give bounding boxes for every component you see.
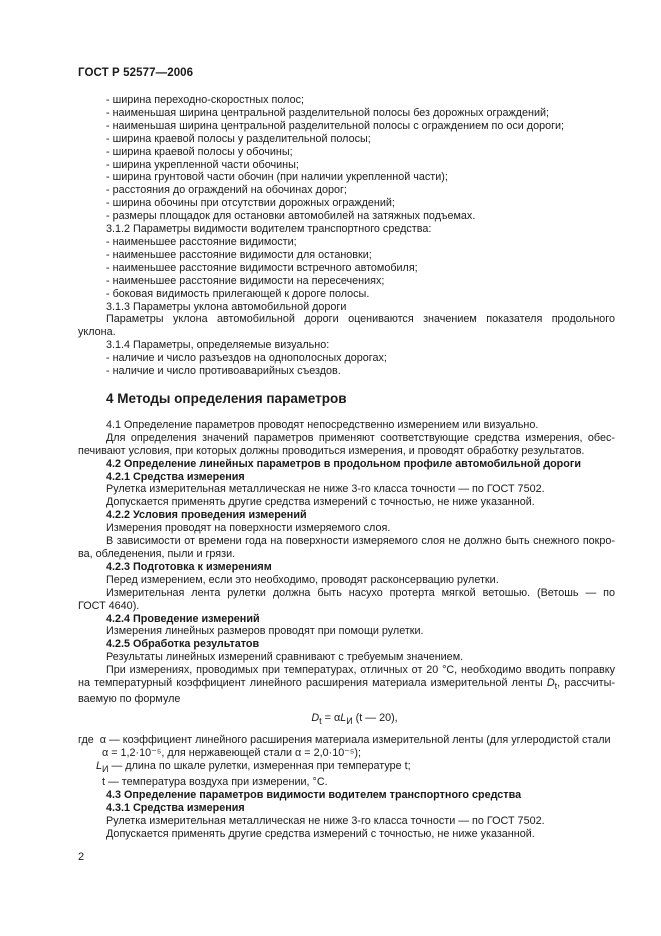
list-item: - ширина грунтовой части обочин (при наличии укрепленной части); <box>106 171 448 184</box>
list-item: - наименьшая ширина центральной разделительной полосы без дорожных ограждений; <box>106 106 550 119</box>
document-header: ГОСТ Р 52577—2006 <box>78 67 194 79</box>
legend-l-text: — длина по шкале рулетки, измеренная при температуре t; <box>108 759 411 772</box>
paragraph-line: Измерительная лента рулетки должна быть насухо протерта мягкой ветошью. (Ветошь — по <box>106 586 615 599</box>
formula-l-subscript: И <box>346 716 353 727</box>
formula-lhs: D <box>311 712 320 725</box>
list-item: - боковая видимость прилегающей к дороге полосы. <box>106 287 370 300</box>
list-item: - наличие и число противоаварийных съездов. <box>106 365 341 378</box>
list-item: - наименьшее расстояние видимости встречного автомобиля; <box>106 261 418 274</box>
paragraph-line: Допускается применять другие средства измерений с точностью, не ниже указанной. <box>106 496 535 509</box>
visibility-parameters-list <box>78 236 615 301</box>
heading-4-3: 4.3 Определение параметров видимости водителем транспортного средства <box>106 788 522 801</box>
paragraph-line: уклона. <box>78 326 116 339</box>
paragraph-line <box>78 677 615 693</box>
list-item: - расстояния до ограждений на обочинах дорог; <box>106 184 347 197</box>
paragraph-line: В зависимости от времени года на поверхности измеряемого слоя не должно быть снежного покро- <box>106 535 615 548</box>
page-number: 2 <box>78 851 85 863</box>
paragraph-line: ваемую по формуле <box>78 693 181 706</box>
clause-3-1-4: 3.1.4 Параметры, определяемые визуально: <box>106 339 330 352</box>
heading-4-2-4: 4.2.4 Проведение измерений <box>106 612 260 625</box>
paragraph-line: Рулетка измерительная металлическая не ниже 3-го класса точности — по ГОСТ 7502. <box>106 483 545 496</box>
formula-alpha: α <box>333 712 341 725</box>
formula-l: L <box>340 712 347 725</box>
paragraph-line: Допускается применять другие средства измерений с точностью, не ниже указанной. <box>106 827 535 840</box>
visual-parameters-list <box>78 352 615 378</box>
list-item: - ширина переходно-скоростных полос; <box>106 94 304 106</box>
list-item: - ширина укрепленной части обочины; <box>106 158 299 171</box>
list-item: - наименьшее расстояние видимости на пересечениях; <box>106 274 385 287</box>
temperature-correction-formula <box>78 712 615 728</box>
list-item: - наименьшее расстояние видимости для остановки; <box>106 248 372 261</box>
list-item: - ширина краевой полосы у разделительной полосы; <box>106 132 371 145</box>
legend-temperature: t — температура воздуха при измерении, °С. <box>102 775 328 788</box>
symbol-d: D <box>546 677 555 690</box>
paragraph-line: Рулетка измерительная металлическая не ниже 3-го класса точности — по ГОСТ 7502. <box>106 814 545 827</box>
legend-alpha-text: α — коэффициент линейного расширения материала измерительной ленты (для углеродистой стали <box>99 734 611 747</box>
heading-4-2-1: 4.2.1 Средства измерения <box>106 470 245 483</box>
formula-rest: (t — 20), <box>352 712 398 725</box>
paragraph-line: печивают условия, при которых должны проводиться измерения, и проводят обработку результатов. <box>78 444 585 457</box>
formula-lhs-subscript: t <box>319 716 322 727</box>
list-item: - наименьшее расстояние видимости; <box>106 235 297 248</box>
paragraph-line: Измерения линейных размеров проводят при помощи рулетки. <box>106 625 424 638</box>
paragraph-line: ва, обледенения, пыли и грязи. <box>78 548 236 560</box>
paragraph-line: Перед измерением, если это необходимо, проводят расконсервацию рулетки. <box>106 573 499 586</box>
legend-l-symbol: L <box>96 759 103 772</box>
paragraph-line: Измерения проводят на поверхности измеряемого слоя. <box>106 522 391 535</box>
list-item: - ширина обочины при отсутствии дорожных ограждений; <box>106 197 395 210</box>
legend-alpha <box>78 734 615 747</box>
clause-3-1-2: 3.1.2 Параметры видимости водителем транспортного средства: <box>106 223 432 236</box>
section-4-title: 4 Методы определения параметров <box>106 390 347 406</box>
paragraph-line: ГОСТ 4640). <box>78 599 140 612</box>
formula-equals: = <box>321 712 334 725</box>
list-item: - наличие и число разъездов на однополосных дорогах; <box>106 352 387 365</box>
heading-4-2-5: 4.2.5 Обработка результатов <box>106 638 260 651</box>
legend-l-subscript: И <box>102 764 109 775</box>
symbol-subscript: t <box>554 681 558 692</box>
legend-length <box>78 760 615 776</box>
clause-4-1: 4.1 Определение параметров проводят непосредственно измерением или визуально. <box>106 418 539 431</box>
road-width-parameters-list <box>78 94 615 223</box>
text-run: на температурный коэффициент линейного расширения материала измерительной ленты <box>78 677 547 690</box>
paragraph-line: При измерениях, проводимых при температурах, отличных от 20 °С, необходимо вводить поправку <box>106 664 615 677</box>
heading-4-3-1: 4.3.1 Средства измерения <box>106 801 245 814</box>
heading-4-2: 4.2 Определение линейных параметров в продольном профиле автомобильной дороги <box>106 457 581 470</box>
paragraph-line: Для определения значений параметров применяют соответствующие средства измерения, обес- <box>106 431 615 444</box>
text-run: , рассчиты- <box>557 677 615 690</box>
heading-4-2-2: 4.2.2 Условия проведения измерений <box>106 509 307 522</box>
heading-4-2-3: 4.2.3 Подготовка к измерениям <box>106 560 272 573</box>
paragraph-line: Результаты линейных измерений сравнивают с требуемым значением. <box>106 651 464 664</box>
page-content <box>78 94 615 841</box>
list-item: - ширина краевой полосы у обочины; <box>106 145 293 158</box>
legend-where: где <box>78 734 94 747</box>
list-item: - размеры площадок для остановки автомобилей на затяжных подъемах. <box>106 210 476 223</box>
clause-3-1-3: 3.1.3 Параметры уклона автомобильной дороги <box>106 300 347 313</box>
list-item: - наименьшая ширина центральной разделительной полосы с ограждением по оси дороги; <box>106 119 565 132</box>
paragraph-line: Параметры уклона автомобильной дороги оцениваются значением показателя продольного <box>106 313 615 326</box>
legend-alpha-values: α = 1,2·10⁻⁵, для нержавеющей стали α = 2,0·10⁻⁵); <box>102 747 361 759</box>
